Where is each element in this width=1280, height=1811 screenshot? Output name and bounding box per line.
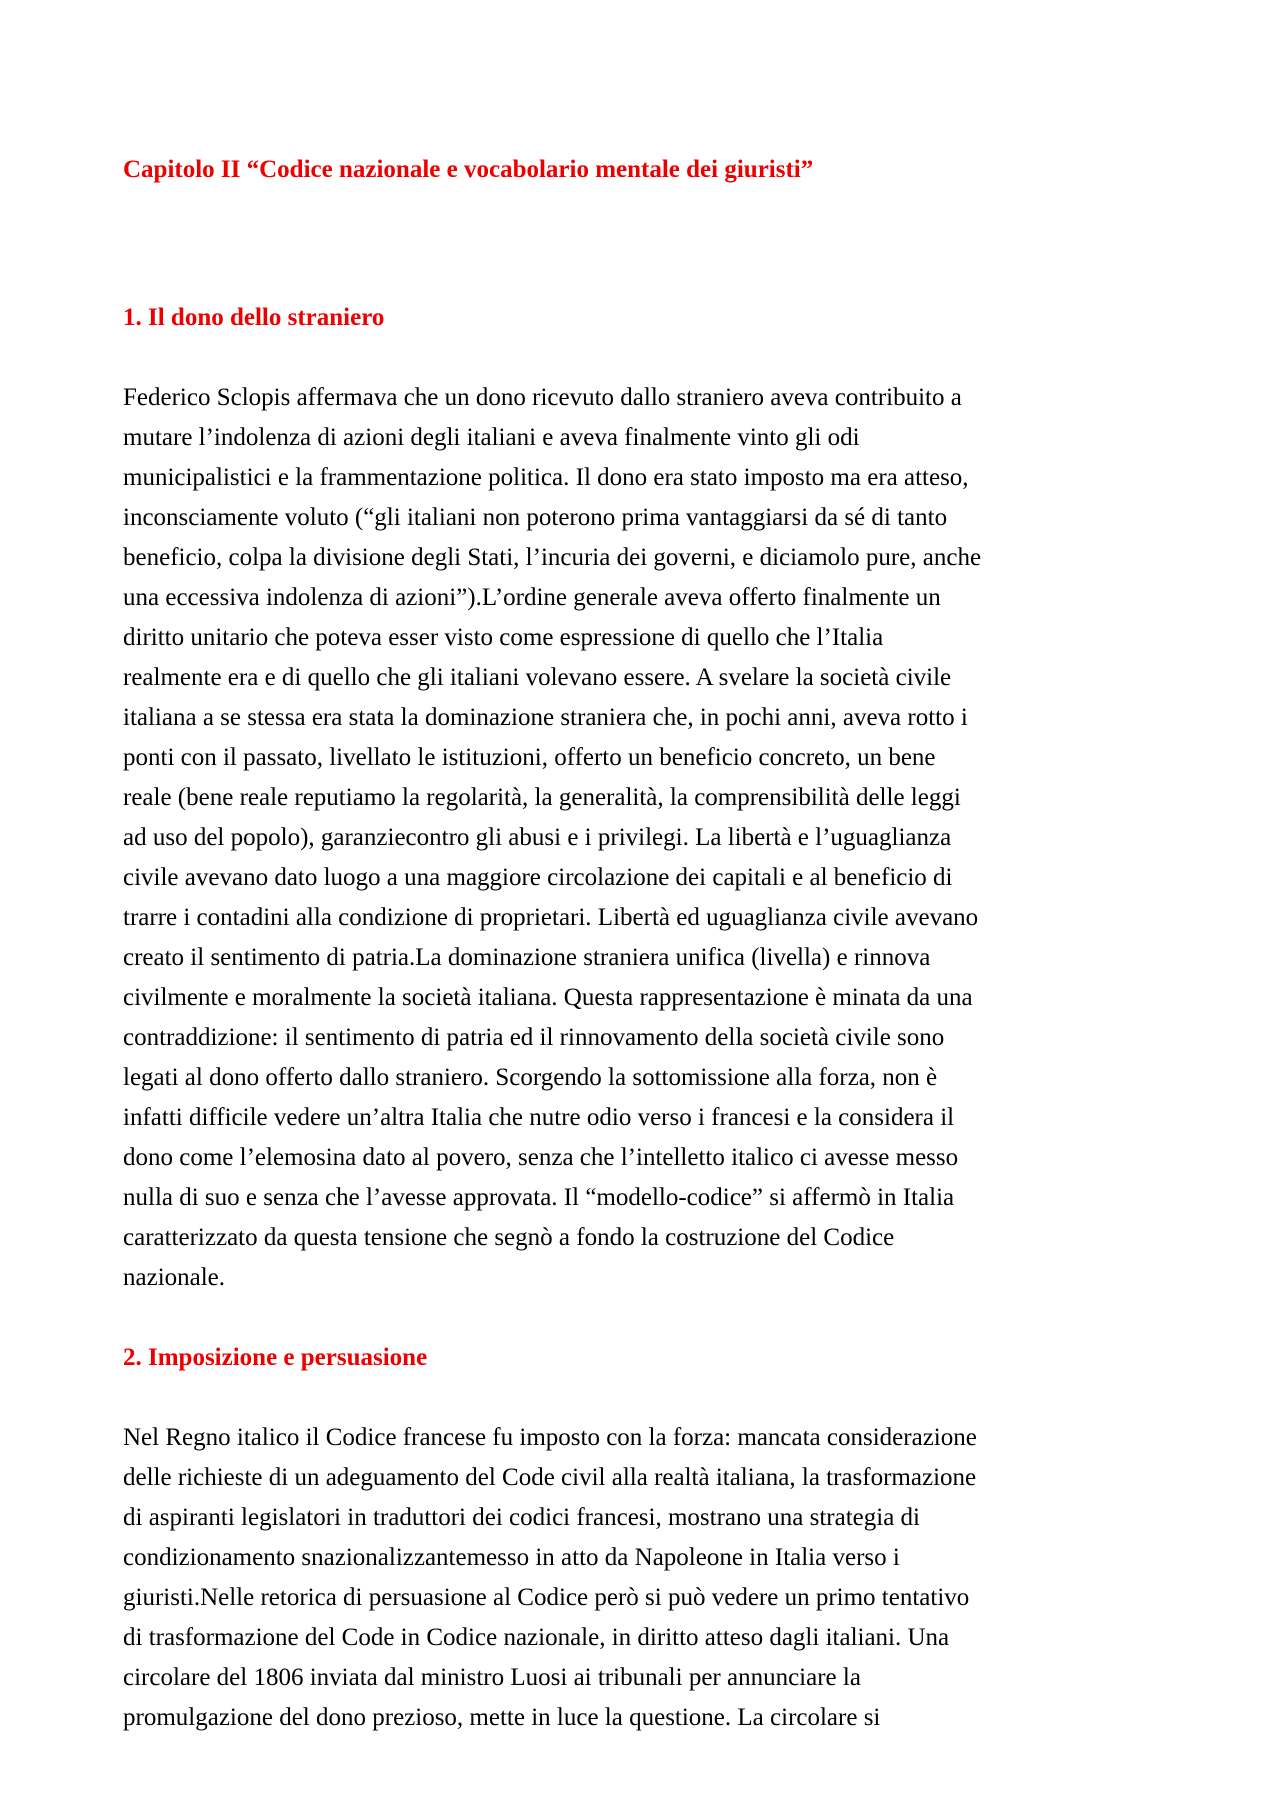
paragraph-line: promulgazione del dono prezioso, mette in luce la questione. La circolare si	[123, 1704, 881, 1731]
paragraph-line: civile avevano dato luogo a una maggiore circolazione dei capitali e al beneficio di	[123, 864, 953, 891]
paragraph-line: trarre i contadini alla condizione di proprietari. Libertà ed uguaglianza civile avevano	[123, 904, 979, 931]
paragraph-line: municipalistici e la frammentazione politica. Il dono era stato imposto ma era atteso,	[123, 464, 969, 491]
section-1-paragraph	[123, 378, 1173, 1298]
paragraph-line: Nel Regno italico il Codice francese fu imposto con la forza: mancata considerazione	[123, 1424, 977, 1451]
paragraph-line: inconsciamente voluto (“gli italiani non poterono prima vantaggiarsi da sé di tanto	[123, 504, 948, 531]
paragraph-line: nazionale.	[123, 1264, 226, 1291]
paragraph-line: reale (bene reale reputiamo la regolarità, la generalità, la comprensibilità delle leggi	[123, 784, 961, 811]
paragraph-line: circolare del 1806 inviata dal ministro Luosi ai tribunali per annunciare la	[123, 1664, 861, 1691]
paragraph-line: mutare l’indolenza di azioni degli italiani e aveva finalmente vinto gli odi	[123, 424, 860, 451]
paragraph-line: caratterizzato da questa tensione che segnò a fondo la costruzione del Codice	[123, 1224, 895, 1251]
paragraph-line: italiana a se stessa era stata la dominazione straniera che, in pochi anni, aveva rotto i	[123, 704, 968, 731]
paragraph-line: realmente era e di quello che gli italiani volevano essere. A svelare la società civile	[123, 664, 952, 691]
paragraph-line: ponti con il passato, livellato le istituzioni, offerto un beneficio concreto, un bene	[123, 744, 936, 771]
paragraph-line: di trasformazione del Code in Codice nazionale, in diritto atteso dagli italiani. Una	[123, 1624, 950, 1651]
paragraph-line: giuristi.Nelle retorica di persuasione al Codice però si può vedere un primo tentativo	[123, 1584, 970, 1611]
paragraph-line: legati al dono offerto dallo straniero. Scorgendo la sottomissione alla forza, non è	[123, 1064, 938, 1091]
paragraph-line: creato il sentimento di patria.La dominazione straniera unifica (livella) e rinnova	[123, 944, 931, 971]
paragraph-line: delle richieste di un adeguamento del Code civil alla realtà italiana, la trasformazione	[123, 1464, 977, 1491]
document-page	[123, 150, 1173, 1738]
paragraph-line: civilmente e moralmente la società italiana. Questa rappresentazione è minata da una	[123, 984, 973, 1011]
chapter-title: Capitolo II “Codice nazionale e vocabolario mentale dei giuristi”	[123, 156, 814, 183]
paragraph-line: contraddizione: il sentimento di patria ed il rinnovamento della società civile sono	[123, 1024, 945, 1051]
section-heading-1: 1. Il dono dello straniero	[123, 304, 385, 331]
section-heading-2: 2. Imposizione e persuasione	[123, 1344, 428, 1371]
paragraph-line: Federico Sclopis affermava che un dono ricevuto dallo straniero aveva contribuito a	[123, 384, 962, 411]
section-2-paragraph	[123, 1418, 1173, 1738]
paragraph-line: una eccessiva indolenza di azioni”).L’ordine generale aveva offerto finalmente un	[123, 584, 941, 611]
paragraph-line: dono come l’elemosina dato al povero, senza che l’intelletto italico ci avesse messo	[123, 1144, 959, 1171]
paragraph-line: nulla di suo e senza che l’avesse approvata. Il “modello-codice” si affermò in Italia	[123, 1184, 955, 1211]
paragraph-line: diritto unitario che poteva esser visto come espressione di quello che l’Italia	[123, 624, 884, 651]
paragraph-line: ad uso del popolo), garanziecontro gli abusi e i privilegi. La libertà e l’uguaglianza	[123, 824, 952, 851]
paragraph-line: infatti difficile vedere un’altra Italia che nutre odio verso i francesi e la considera il	[123, 1104, 955, 1131]
paragraph-line: di aspiranti legislatori in traduttori dei codici francesi, mostrano una strategia di	[123, 1504, 920, 1531]
paragraph-line: beneficio, colpa la divisione degli Stati, l’incuria dei governi, e diciamolo pure, anche	[123, 544, 982, 571]
paragraph-line: condizionamento snazionalizzantemesso in atto da Napoleone in Italia verso i	[123, 1544, 900, 1571]
